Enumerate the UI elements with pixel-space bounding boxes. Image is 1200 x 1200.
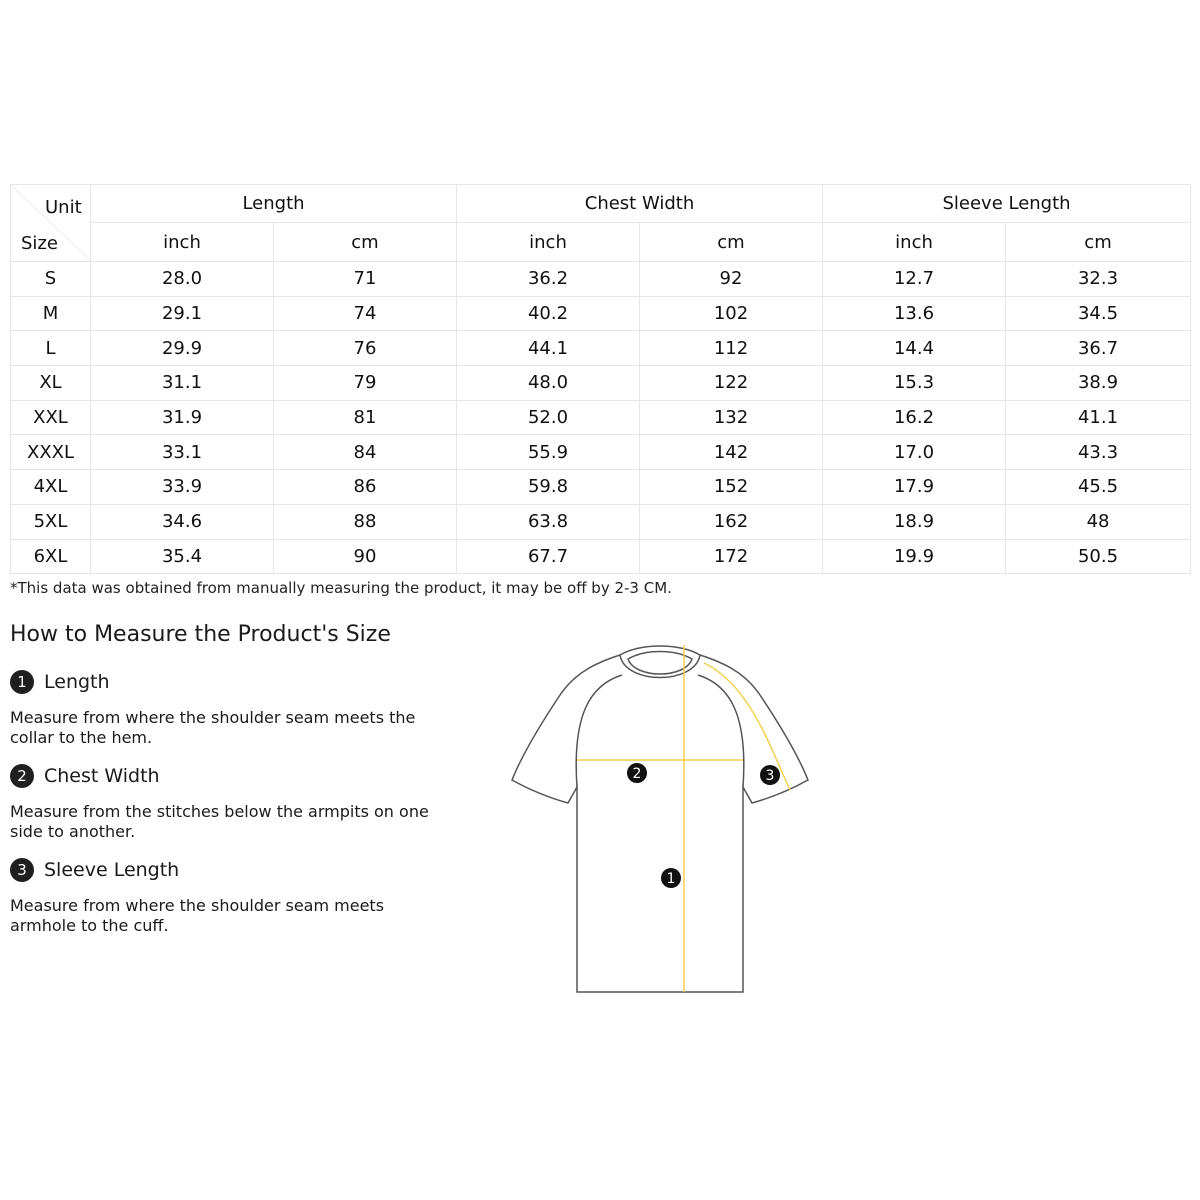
group-header-length: Length <box>91 185 457 223</box>
cell-sleeve-cm: 41.1 <box>1006 400 1191 435</box>
cell-sleeve-inch: 12.7 <box>823 262 1006 297</box>
cell-length-cm: 86 <box>274 470 457 505</box>
cell-length-inch: 34.6 <box>91 504 274 539</box>
cell-chest-cm: 162 <box>640 504 823 539</box>
cell-chest-inch: 44.1 <box>457 331 640 366</box>
table-row <box>11 366 1191 401</box>
cell-sleeve-cm: 34.5 <box>1006 296 1191 331</box>
svg-text:1: 1 <box>666 871 676 887</box>
cell-sleeve-inch: 16.2 <box>823 400 1006 435</box>
step-length <box>10 669 430 748</box>
cell-length-inch: 29.9 <box>91 331 274 366</box>
cell-length-inch: 33.1 <box>91 435 274 470</box>
step-number-badge: 3 <box>10 858 34 882</box>
cell-sleeve-inch: 18.9 <box>823 504 1006 539</box>
step-chest-width <box>10 763 430 842</box>
step-description: Measure from the stitches below the armpits on one side to another. <box>10 802 429 841</box>
step-sleeve-length <box>10 857 430 936</box>
subheader-length-inch: inch <box>91 223 274 262</box>
cell-chest-cm: 172 <box>640 539 823 574</box>
left-raglan-seam <box>576 675 622 787</box>
unit-label: Unit <box>45 197 82 218</box>
cell-sleeve-cm: 32.3 <box>1006 262 1191 297</box>
cell-chest-inch: 36.2 <box>457 262 640 297</box>
cell-sleeve-inch: 14.4 <box>823 331 1006 366</box>
cell-length-inch: 35.4 <box>91 539 274 574</box>
cell-length-cm: 84 <box>274 435 457 470</box>
cell-length-cm: 79 <box>274 366 457 401</box>
size-label: Size <box>21 233 58 254</box>
cell-chest-cm: 142 <box>640 435 823 470</box>
step-title: Chest Width <box>44 765 160 787</box>
cell-sleeve-inch: 19.9 <box>823 539 1006 574</box>
tshirt-outline <box>512 655 808 992</box>
table-row <box>11 470 1191 505</box>
table-row <box>11 435 1191 470</box>
cell-length-cm: 74 <box>274 296 457 331</box>
step-title: Sleeve Length <box>44 859 180 881</box>
marker-length <box>661 868 681 888</box>
cell-size: XL <box>11 366 91 401</box>
cell-chest-inch: 63.8 <box>457 504 640 539</box>
svg-text:3: 3 <box>765 768 775 784</box>
cell-chest-cm: 132 <box>640 400 823 435</box>
cell-sleeve-cm: 43.3 <box>1006 435 1191 470</box>
cell-sleeve-cm: 36.7 <box>1006 331 1191 366</box>
cell-length-cm: 71 <box>274 262 457 297</box>
table-row <box>11 331 1191 366</box>
table-row <box>11 539 1191 574</box>
cell-length-inch: 28.0 <box>91 262 274 297</box>
table-subheader-row <box>11 223 1191 262</box>
step-description: Measure from where the shoulder seam meets the collar to the hem. <box>10 708 416 747</box>
cell-sleeve-cm: 38.9 <box>1006 366 1191 401</box>
cell-sleeve-cm: 45.5 <box>1006 470 1191 505</box>
cell-sleeve-inch: 17.9 <box>823 470 1006 505</box>
cell-size: XXXL <box>11 435 91 470</box>
marker-chest-width <box>627 763 647 783</box>
cell-length-inch: 33.9 <box>91 470 274 505</box>
cell-sleeve-inch: 15.3 <box>823 366 1006 401</box>
marker-sleeve-length <box>760 765 780 785</box>
cell-chest-inch: 40.2 <box>457 296 640 331</box>
right-raglan-seam <box>698 675 744 787</box>
cell-chest-cm: 102 <box>640 296 823 331</box>
cell-size: 6XL <box>11 539 91 574</box>
subheader-sleeve-cm: cm <box>1006 223 1191 262</box>
step-number-badge: 2 <box>10 764 34 788</box>
cell-sleeve-inch: 17.0 <box>823 435 1006 470</box>
table-header-row <box>11 185 1191 223</box>
cell-chest-inch: 48.0 <box>457 366 640 401</box>
cell-chest-cm: 122 <box>640 366 823 401</box>
cell-sleeve-cm: 50.5 <box>1006 539 1191 574</box>
cell-size: 4XL <box>11 470 91 505</box>
howto-title: How to Measure the Product's Size <box>10 622 391 647</box>
subheader-length-cm: cm <box>274 223 457 262</box>
subheader-sleeve-inch: inch <box>823 223 1006 262</box>
tshirt-diagram <box>500 635 820 1000</box>
cell-length-cm: 90 <box>274 539 457 574</box>
cell-size: XXL <box>11 400 91 435</box>
collar-inner <box>628 652 692 675</box>
table-row <box>11 262 1191 297</box>
cell-length-inch: 31.9 <box>91 400 274 435</box>
size-chart-table <box>10 184 1191 574</box>
cell-length-cm: 81 <box>274 400 457 435</box>
cell-size: 5XL <box>11 504 91 539</box>
cell-chest-inch: 52.0 <box>457 400 640 435</box>
svg-text:2: 2 <box>632 766 642 782</box>
cell-chest-inch: 59.8 <box>457 470 640 505</box>
table-row <box>11 296 1191 331</box>
measurement-note: *This data was obtained from manually measuring the product, it may be off by 2-3 CM. <box>10 579 672 597</box>
cell-size: M <box>11 296 91 331</box>
cell-size: L <box>11 331 91 366</box>
table-row <box>11 400 1191 435</box>
cell-sleeve-cm: 48 <box>1006 504 1191 539</box>
step-description: Measure from where the shoulder seam meets armhole to the cuff. <box>10 896 385 935</box>
cell-chest-cm: 112 <box>640 331 823 366</box>
cell-chest-inch: 67.7 <box>457 539 640 574</box>
cell-length-cm: 76 <box>274 331 457 366</box>
cell-length-cm: 88 <box>274 504 457 539</box>
subheader-chest-cm: cm <box>640 223 823 262</box>
collar-outline <box>620 646 700 678</box>
cell-length-inch: 31.1 <box>91 366 274 401</box>
cell-length-inch: 29.1 <box>91 296 274 331</box>
cell-chest-cm: 152 <box>640 470 823 505</box>
cell-size: S <box>11 262 91 297</box>
step-number-badge: 1 <box>10 670 34 694</box>
cell-sleeve-inch: 13.6 <box>823 296 1006 331</box>
subheader-chest-inch: inch <box>457 223 640 262</box>
group-header-sleeve-length: Sleeve Length <box>823 185 1191 223</box>
cell-chest-cm: 92 <box>640 262 823 297</box>
unit-size-corner-cell <box>11 185 91 262</box>
group-header-chest-width: Chest Width <box>457 185 823 223</box>
step-title: Length <box>44 671 110 693</box>
table-row <box>11 504 1191 539</box>
cell-chest-inch: 55.9 <box>457 435 640 470</box>
